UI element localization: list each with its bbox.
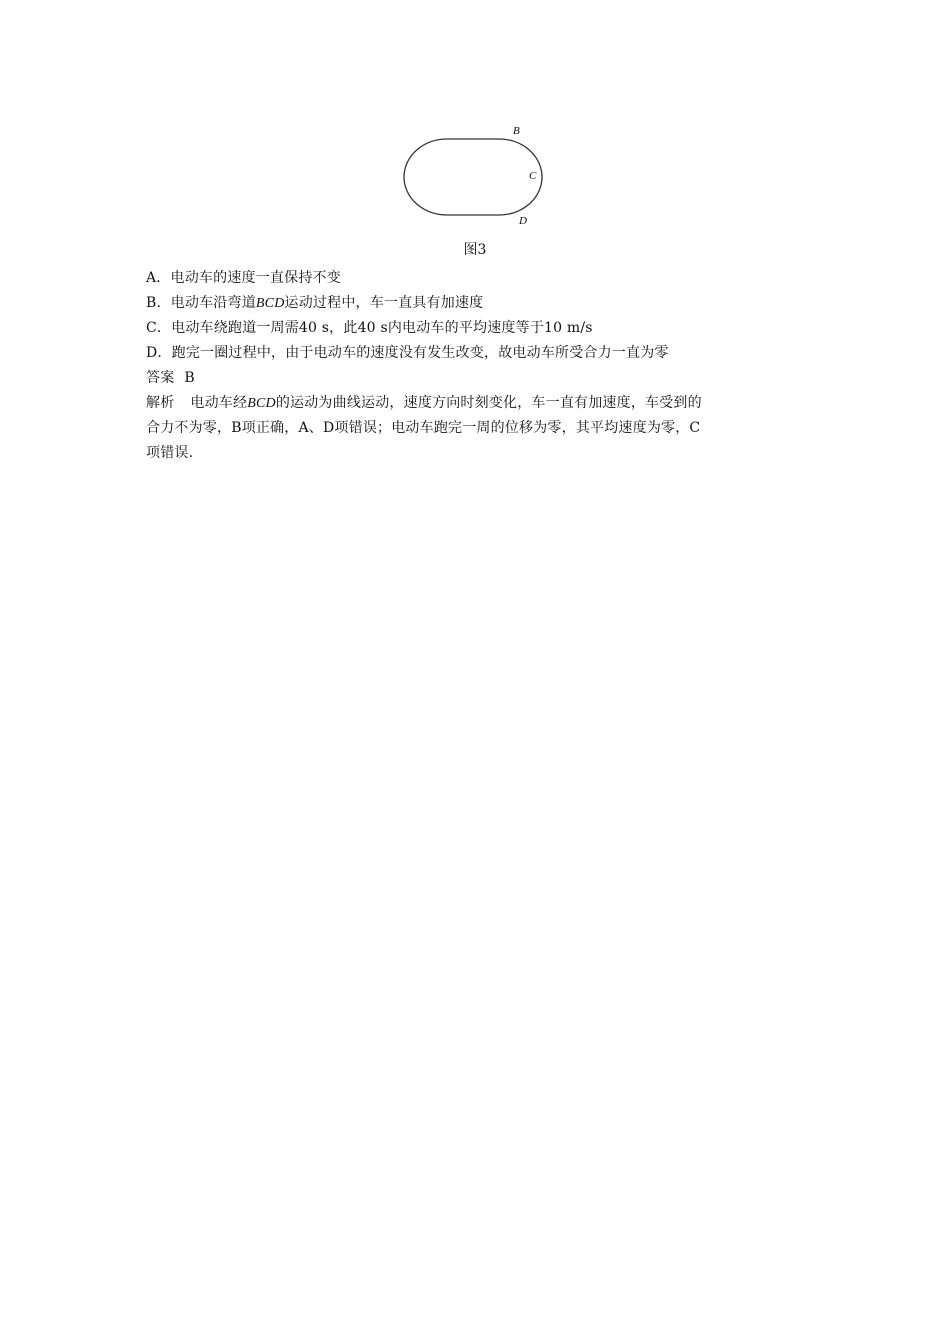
track-outline xyxy=(404,139,542,215)
analysis-text-after: 的运动为曲线运动，速度方向时刻变化，车一直有加速度，车受到的 xyxy=(275,395,702,411)
answer-line xyxy=(146,366,816,391)
option-b-text-after: 运动过程中，车一直具有加速度 xyxy=(284,295,484,311)
label-c: C xyxy=(529,170,537,182)
option-b-prefix: B． xyxy=(146,295,171,311)
option-c-text: 电动车绕跑道一周需40 s，此40 s内电动车的平均速度等于10 m/s xyxy=(171,320,593,336)
answer-label: 答案 xyxy=(146,370,175,386)
option-c xyxy=(146,316,816,341)
option-d-prefix: D． xyxy=(146,345,172,361)
option-d-text: 跑完一圈过程中，由于电动车的速度没有发生改变，故电动车所受合力一直为零 xyxy=(171,345,669,361)
figure-caption: 图3 xyxy=(463,242,487,258)
analysis-line-2: 合力不为零，B项正确，A、D项错误；电动车跑完一周的位移为零，其平均速度为零，C xyxy=(146,420,701,436)
analysis-text-before: 电动车经 xyxy=(190,395,248,411)
analysis-line-3: 项错误. xyxy=(146,445,194,461)
option-c-prefix: C． xyxy=(146,320,172,336)
label-d: D xyxy=(519,215,527,227)
answer-value: B xyxy=(184,370,195,386)
analysis-emph: BCD xyxy=(247,396,276,411)
analysis-label: 解析 xyxy=(146,395,175,411)
analysis-line-1 xyxy=(146,391,816,416)
option-a xyxy=(146,266,816,291)
option-d xyxy=(146,341,816,366)
option-a-prefix: A． xyxy=(146,270,171,286)
option-b-text-before: 电动车沿弯道 xyxy=(170,295,256,311)
option-a-text: 电动车的速度一直保持不变 xyxy=(170,270,341,286)
question-body xyxy=(146,266,816,466)
label-b: B xyxy=(513,125,520,137)
option-b-emph: BCD xyxy=(255,296,285,311)
option-b xyxy=(146,291,816,316)
